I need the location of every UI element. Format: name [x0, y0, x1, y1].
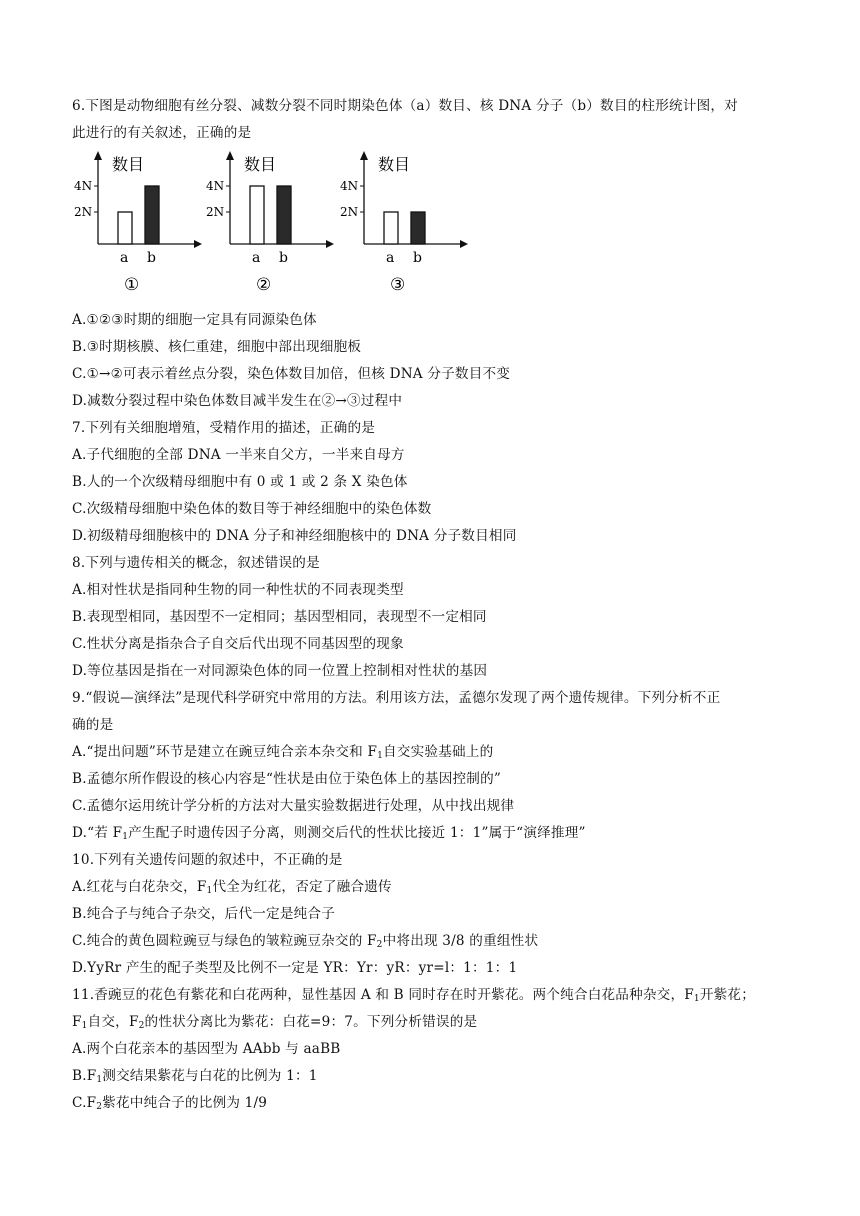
subscript: 1	[122, 832, 129, 842]
text: F	[72, 1014, 82, 1030]
x-label-a: a	[252, 250, 261, 266]
chart-panel-2	[206, 151, 334, 295]
q6-option-b: B.③时期核膜、核仁重建，细胞中部出现细胞板	[72, 339, 362, 355]
chart-panel-3	[340, 151, 468, 295]
x-label-a: a	[120, 250, 129, 266]
x-axis-arrow	[194, 240, 202, 248]
text: C.纯合的黄色圆粒豌豆与绿色的皱粒豌豆杂交的 F	[72, 933, 377, 949]
q9-option-d	[72, 823, 586, 843]
text: 产生配子时遗传因子分离，则测交后代的性状比接近 1：1”属于“演绎推理”	[128, 825, 586, 841]
axis-title: 数目	[244, 155, 277, 174]
q8-option-c: C.性状分离是指杂合子自交后代出现不同基因型的现象	[72, 636, 404, 652]
q8-stem: 8.下列与遗传相关的概念，叙述错误的是	[72, 555, 320, 571]
q11-stem-line1	[72, 985, 755, 1005]
subscript: 2	[376, 940, 383, 950]
bar-b	[411, 212, 425, 244]
subscript: 1	[206, 886, 213, 896]
bar-a	[250, 186, 264, 244]
q9-option-b: B.孟德尔所作假设的核心内容是“性状是由位于染色体上的基因控制的”	[72, 771, 502, 787]
text: 代全为红花，否定了融合遗传	[212, 879, 392, 895]
q9-option-c: C.孟德尔运用统计学分析的方法对大量实验数据进行处理，从中找出规律	[72, 798, 515, 814]
q9-option-a	[72, 742, 493, 762]
text: 紫花中纯合子的比例为 1/9	[102, 1095, 268, 1111]
x-label-b: b	[147, 250, 156, 266]
q10-option-c	[72, 931, 538, 951]
y-axis-arrow	[94, 151, 102, 160]
q8-option-a: A.相对性状是指同种生物的同一种性状的不同表现类型	[72, 582, 404, 598]
q11-option-b	[72, 1066, 318, 1086]
y-tick-2n: 2N	[74, 205, 93, 219]
q7-option-b: B.人的一个次级精母细胞中有 0 或 1 或 2 条 X 染色体	[72, 474, 408, 490]
y-tick-2n: 2N	[340, 205, 359, 219]
q6-stem-line1: 6.下图是动物细胞有丝分裂、减数分裂不同时期染色体（a）数目、核 DNA 分子（b）数目的柱形统计图，对	[72, 98, 738, 114]
bar-a	[118, 212, 132, 244]
text: 11.香豌豆的花色有紫花和白花两种，显性基因 A 和 B 同时存在时开紫花。两个纯合白花品种杂交，F	[72, 987, 694, 1003]
text: 开紫花；	[699, 987, 756, 1003]
q6-option-c: C.①→②可表示着丝点分裂，染色体数目加倍，但核 DNA 分子数目不变	[72, 366, 511, 382]
bar-b	[277, 186, 291, 244]
text: A.“提出问题”环节是建立在豌豆纯合亲本杂交和 F	[72, 744, 378, 760]
y-tick-4n: 4N	[206, 179, 225, 193]
subscript: 1	[81, 1021, 88, 1031]
q11-option-a: A.两个白花亲本的基因型为 AAbb 与 aaBB	[72, 1041, 341, 1057]
q8-option-b: B.表现型相同，基因型不一定相同；基因型相同，表现型不一定相同	[72, 609, 487, 625]
x-label-a: a	[386, 250, 395, 266]
q11-option-c	[72, 1093, 267, 1113]
q10-option-d: D.YyRr 产生的配子类型及比例不一定是 YR：Yr：yR：yr=l：1：1：1	[72, 960, 518, 976]
subscript: 1	[693, 994, 700, 1004]
q7-option-d: D.初级精母细胞核中的 DNA 分子和神经细胞核中的 DNA 分子数目相同	[72, 528, 517, 544]
q6-charts-svg	[72, 146, 472, 302]
text: A.红花与白花杂交，F	[72, 879, 207, 895]
q8-option-d: D.等位基因是指在一对同源染色体的同一位置上控制相对性状的基因	[72, 663, 488, 679]
q10-option-b: B.纯合子与纯合子杂交，后代一定是纯合子	[72, 906, 335, 922]
axis-title: 数目	[378, 155, 411, 174]
bar-a	[384, 212, 398, 244]
x-axis-arrow	[326, 240, 334, 248]
text: C.F	[72, 1095, 97, 1111]
q9-stem-line2: 确的是	[72, 717, 114, 733]
bar-b	[145, 186, 159, 244]
text: 自交实验基础上的	[383, 744, 494, 760]
text: B.F	[72, 1068, 97, 1084]
y-axis-arrow	[226, 151, 234, 160]
q10-option-a	[72, 877, 392, 897]
text: D.“若 F	[72, 825, 123, 841]
text: 中将出现 3/8 的重组性状	[382, 933, 539, 949]
q7-option-c: C.次级精母细胞中染色体的数目等于神经细胞中的染色体数	[72, 501, 432, 517]
x-label-b: b	[413, 250, 422, 266]
q10-stem: 10.下列有关遗传问题的叙述中，不正确的是	[72, 852, 343, 868]
q6-option-d: D.减数分裂过程中染色体数目减半发生在②→③过程中	[72, 393, 403, 409]
subscript: 1	[96, 1075, 103, 1085]
panel-label-2: ②	[256, 275, 272, 295]
x-axis-arrow	[460, 240, 468, 248]
y-tick-4n: 4N	[74, 179, 93, 193]
text: 自交，F	[87, 1014, 139, 1030]
y-tick-4n: 4N	[340, 179, 359, 193]
text: 的性状分离比为紫花：白花=9：7。下列分析错误的是	[144, 1014, 478, 1030]
panel-label-3: ③	[390, 275, 406, 295]
subscript: 1	[377, 751, 384, 761]
q9-stem-line1: 9.“假说—演绎法”是现代科学研究中常用的方法。利用该方法，孟德尔发现了两个遗传规律。下列分析不正	[72, 690, 721, 706]
panel-label-1: ①	[124, 275, 140, 295]
q7-option-a: A.子代细胞的全部 DNA 一半来自父方，一半来自母方	[72, 447, 405, 463]
axis-title: 数目	[112, 155, 145, 174]
subscript: 2	[138, 1021, 145, 1031]
chart-panel-1	[74, 151, 202, 295]
q6-bar-charts	[72, 146, 472, 302]
q7-stem: 7.下列有关细胞增殖，受精作用的描述，正确的是	[72, 420, 376, 436]
text: 测交结果紫花与白花的比例为 1：1	[102, 1068, 318, 1084]
q11-stem-line2	[72, 1012, 477, 1032]
q6-stem-line2: 此进行的有关叙述，正确的是	[72, 125, 252, 141]
x-label-b: b	[279, 250, 288, 266]
y-axis-arrow	[360, 151, 368, 160]
subscript: 2	[96, 1102, 103, 1112]
y-tick-2n: 2N	[206, 205, 225, 219]
q6-option-a: A.①②③时期的细胞一定具有同源染色体	[72, 312, 317, 328]
